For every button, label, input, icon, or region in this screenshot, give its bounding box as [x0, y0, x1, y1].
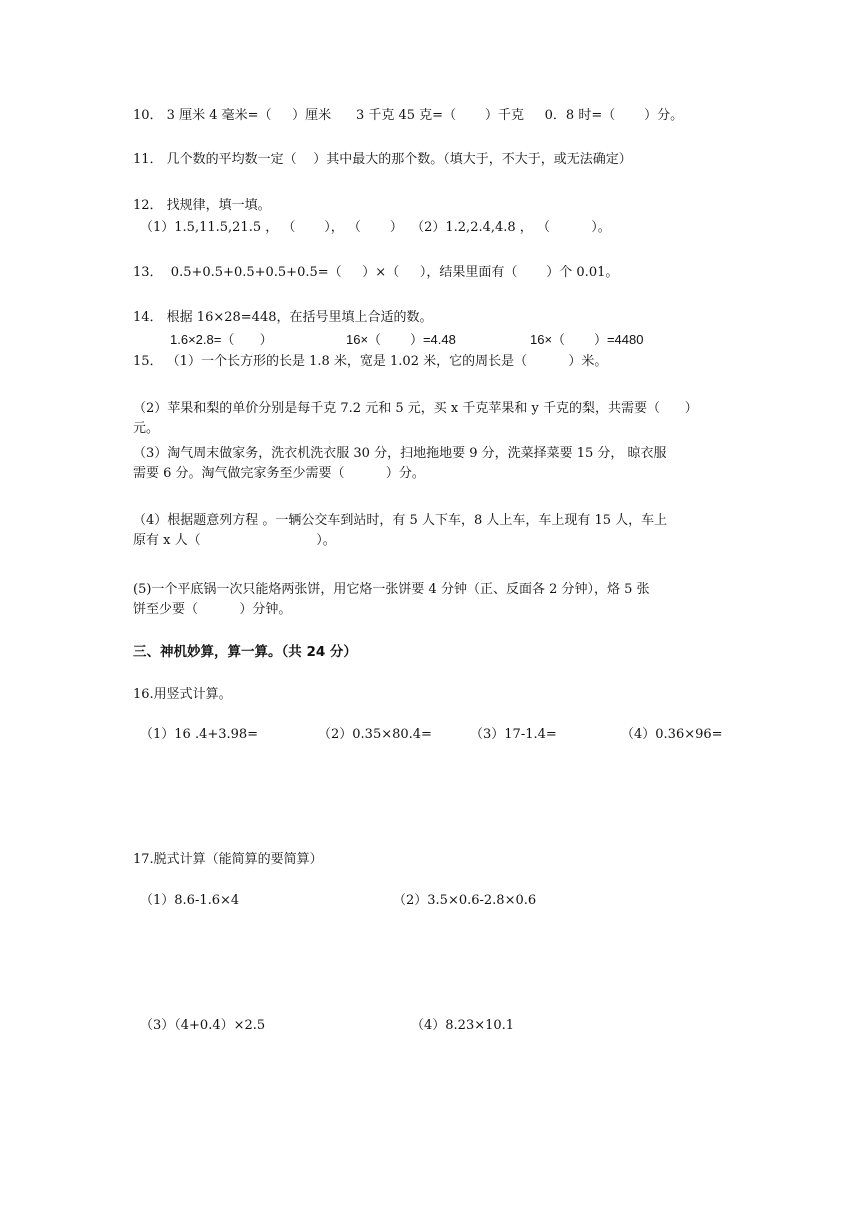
question-17-item-3: （3）（4+0.4）×2.5: [140, 1018, 266, 1033]
question-16-item-3: （3）17-1.4=: [470, 727, 557, 742]
question-15-5-line2: 饼至少要（ ）分钟。: [133, 602, 292, 617]
question-17-item-2: （2）3.5×0.6-2.8×0.6: [393, 893, 537, 908]
section-3-heading: 三、神机妙算，算一算。（共 24 分）: [133, 644, 357, 660]
question-14-c: 16×（ ）=4480: [530, 332, 644, 347]
question-17-title: 17.脱式计算（能简算的要简算）: [133, 852, 323, 867]
question-15-4-line2: 原有 x 人（ ）。: [133, 533, 336, 548]
question-15-1: 15． （1）一个长方形的长是 1.8 米，宽是 1.02 米，它的周长是（ ）米。: [133, 354, 608, 369]
question-16-item-2: （2）0.35×80.4=: [318, 727, 432, 742]
question-15-3-line1: （3）淘气周末做家务，洗衣机洗衣服 30 分，扫地拖地要 9 分，洗菜择菜要 15 分， 晾衣服: [133, 446, 667, 461]
question-15-3-line2: 需要 6 分。淘气做完家务至少需要（ ）分。: [133, 466, 425, 481]
question-16-title: 16.用竖式计算。: [133, 687, 232, 702]
question-11: 11． 几个数的平均数一定（ ）其中最大的那个数。（填大于，不大于，或无法确定）: [133, 152, 632, 167]
question-16-item-4: （4）0.36×96=: [621, 727, 723, 742]
question-10: 10． 3 厘米 4 毫米=（ ）厘米 3 千克 45 克=（ ）千克 0．8 时=（ ）分。: [133, 108, 684, 123]
question-12-title: 12． 找规律，填一填。: [133, 198, 271, 213]
question-15-5-line1: (5)一个平底锅一次只能烙两张饼，用它烙一张饼要 4 分钟（正、反面各 2 分钟），烙 5 张: [133, 582, 650, 597]
question-17-item-4: （4）8.23×10.1: [411, 1018, 515, 1033]
question-14-b: 16×（ ）=4.48: [346, 332, 456, 347]
question-14-a: 1.6×2.8=（ ）: [170, 332, 273, 347]
question-12-body: （1）1.5,11.5,21.5 ， （ ）， （ ） （2）1.2,2.4,4.8 ， （ ）。: [140, 220, 611, 235]
question-14-title: 14． 根据 16×28=448，在括号里填上合适的数。: [133, 310, 433, 325]
question-13: 13． 0.5+0.5+0.5+0.5+0.5=（ ）×（ ），结果里面有（ ）个 0.01。: [133, 265, 619, 280]
question-15-2-line2: 元。: [133, 421, 160, 436]
question-15-4-line1: （4）根据题意列方程 。一辆公交车到站时，有 5 人下车，8 人上车，车上现有 15 人，车上: [133, 513, 668, 528]
question-16-item-1: （1）16 .4+3.98=: [140, 727, 259, 742]
question-15-2-line1: （2）苹果和梨的单价分别是每千克 7.2 元和 5 元，买 x 千克苹果和 y 千克的梨，共需要（ ）: [133, 401, 698, 416]
question-17-item-1: （1）8.6-1.6×4: [140, 893, 240, 908]
